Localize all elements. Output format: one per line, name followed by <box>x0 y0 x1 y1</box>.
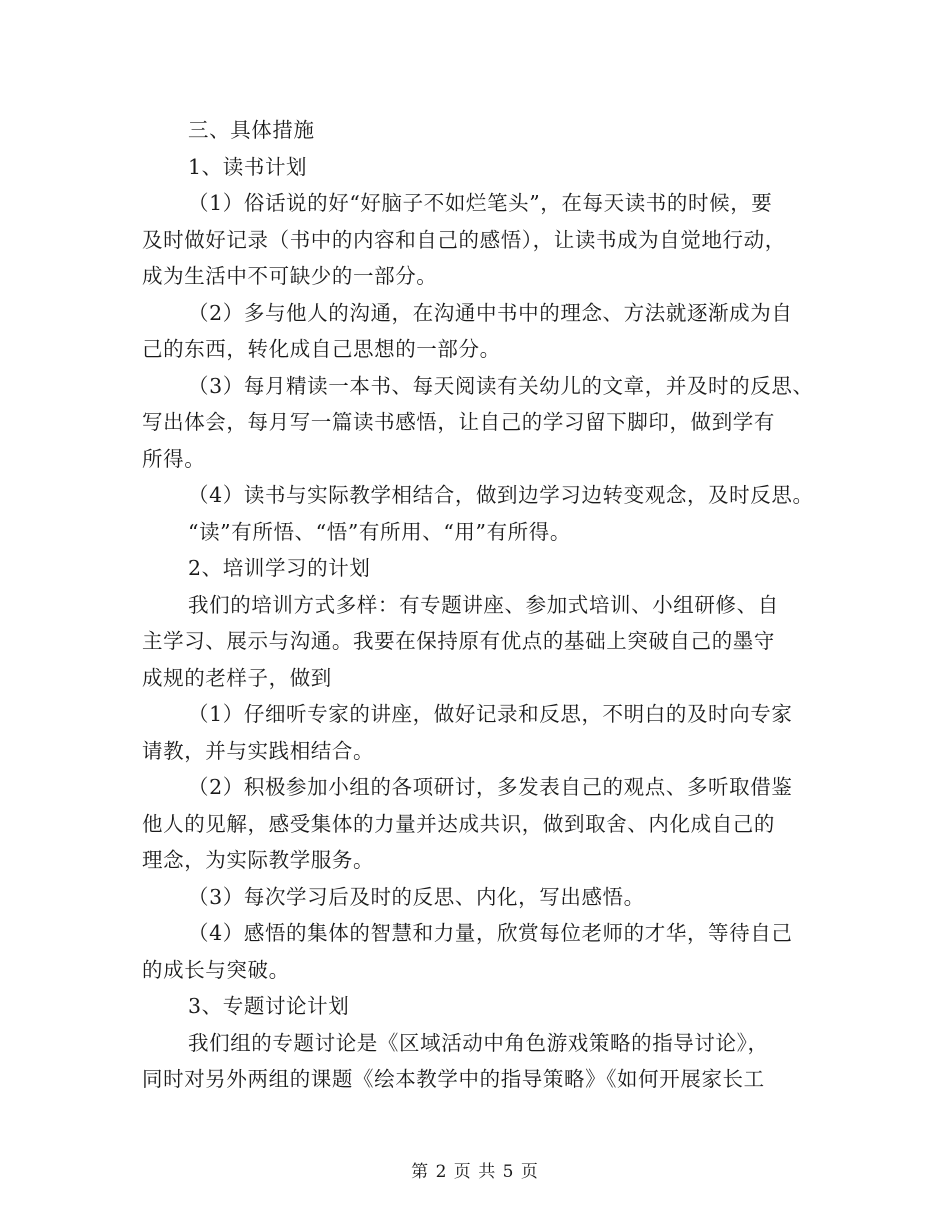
paragraph-line: （3）每次学习后及时的反思、内化，写出感悟。 <box>188 885 645 909</box>
subsection-heading: 2、培训学习的计划 <box>188 556 371 580</box>
paragraph-line: 成规的老样子，做到 <box>142 666 332 690</box>
paragraph-line: 写出体会，每月写一篇读书感悟，让自己的学习留下脚印，做到学有 <box>142 410 775 434</box>
paragraph-line: 及时做好记录（书中的内容和自己的感悟），让读书成为自觉地行动， <box>142 228 786 252</box>
subsection-heading: 3、专题讨论计划 <box>188 994 350 1018</box>
paragraph-line: 所得。 <box>142 447 206 471</box>
section-heading: 三、具体措施 <box>188 118 315 142</box>
paragraph-line: 主学习、展示与沟通。我要在保持原有优点的基础上突破自己的墨守 <box>142 629 775 653</box>
paragraph-line: （1）仔细听专家的讲座，做好记录和反思，不明白的及时向专家 <box>188 702 793 726</box>
paragraph-line: （3）每月精读一本书、每天阅读有关幼儿的文章，并及时的反思、 <box>188 374 814 398</box>
paragraph-line: 他人的见解，感受集体的力量并达成共识，做到取舍、内化成自己的 <box>142 812 775 836</box>
subsection-heading: 1、读书计划 <box>188 155 308 179</box>
paragraph-line: 的成长与突破。 <box>142 958 290 982</box>
paragraph-line: “读”有所悟、“悟”有所用、“用”有所得。 <box>188 520 571 544</box>
paragraph-line: 理念，为实际教学服务。 <box>142 848 375 872</box>
paragraph-line: 同时对另外两组的课题《绘本教学中的指导策略》《如何开展家长工 <box>142 1067 765 1091</box>
paragraph-line: 我们的培训方式多样：有专题讲座、参加式培训、小组研修、自 <box>188 593 779 617</box>
paragraph-line: 成为生活中不可缺少的一部分。 <box>142 264 438 288</box>
paragraph-line: （1）俗话说的好“好脑子不如烂笔头”，在每天读书的时候，要 <box>188 191 773 215</box>
paragraph-line: 己的东西，转化成自己思想的一部分。 <box>142 337 501 361</box>
paragraph-line: （2）多与他人的沟通，在沟通中书中的理念、方法就逐渐成为自 <box>188 301 793 325</box>
paragraph-line: （4）感悟的集体的智慧和力量，欣赏每位老师的才华，等待自己 <box>188 921 793 945</box>
page-number-footer: 第 2 页 共 5 页 <box>411 1162 539 1182</box>
paragraph-line: （4）读书与实际教学相结合，做到边学习边转变观念，及时反思。 <box>188 483 814 507</box>
paragraph-line: （2）积极参加小组的各项研讨，多发表自己的观点、多听取借鉴 <box>188 775 793 799</box>
paragraph-line: 请教，并与实践相结合。 <box>142 739 375 763</box>
paragraph-line: 我们组的专题讨论是《区域活动中角色游戏策略的指导讨论》， <box>188 1031 769 1055</box>
